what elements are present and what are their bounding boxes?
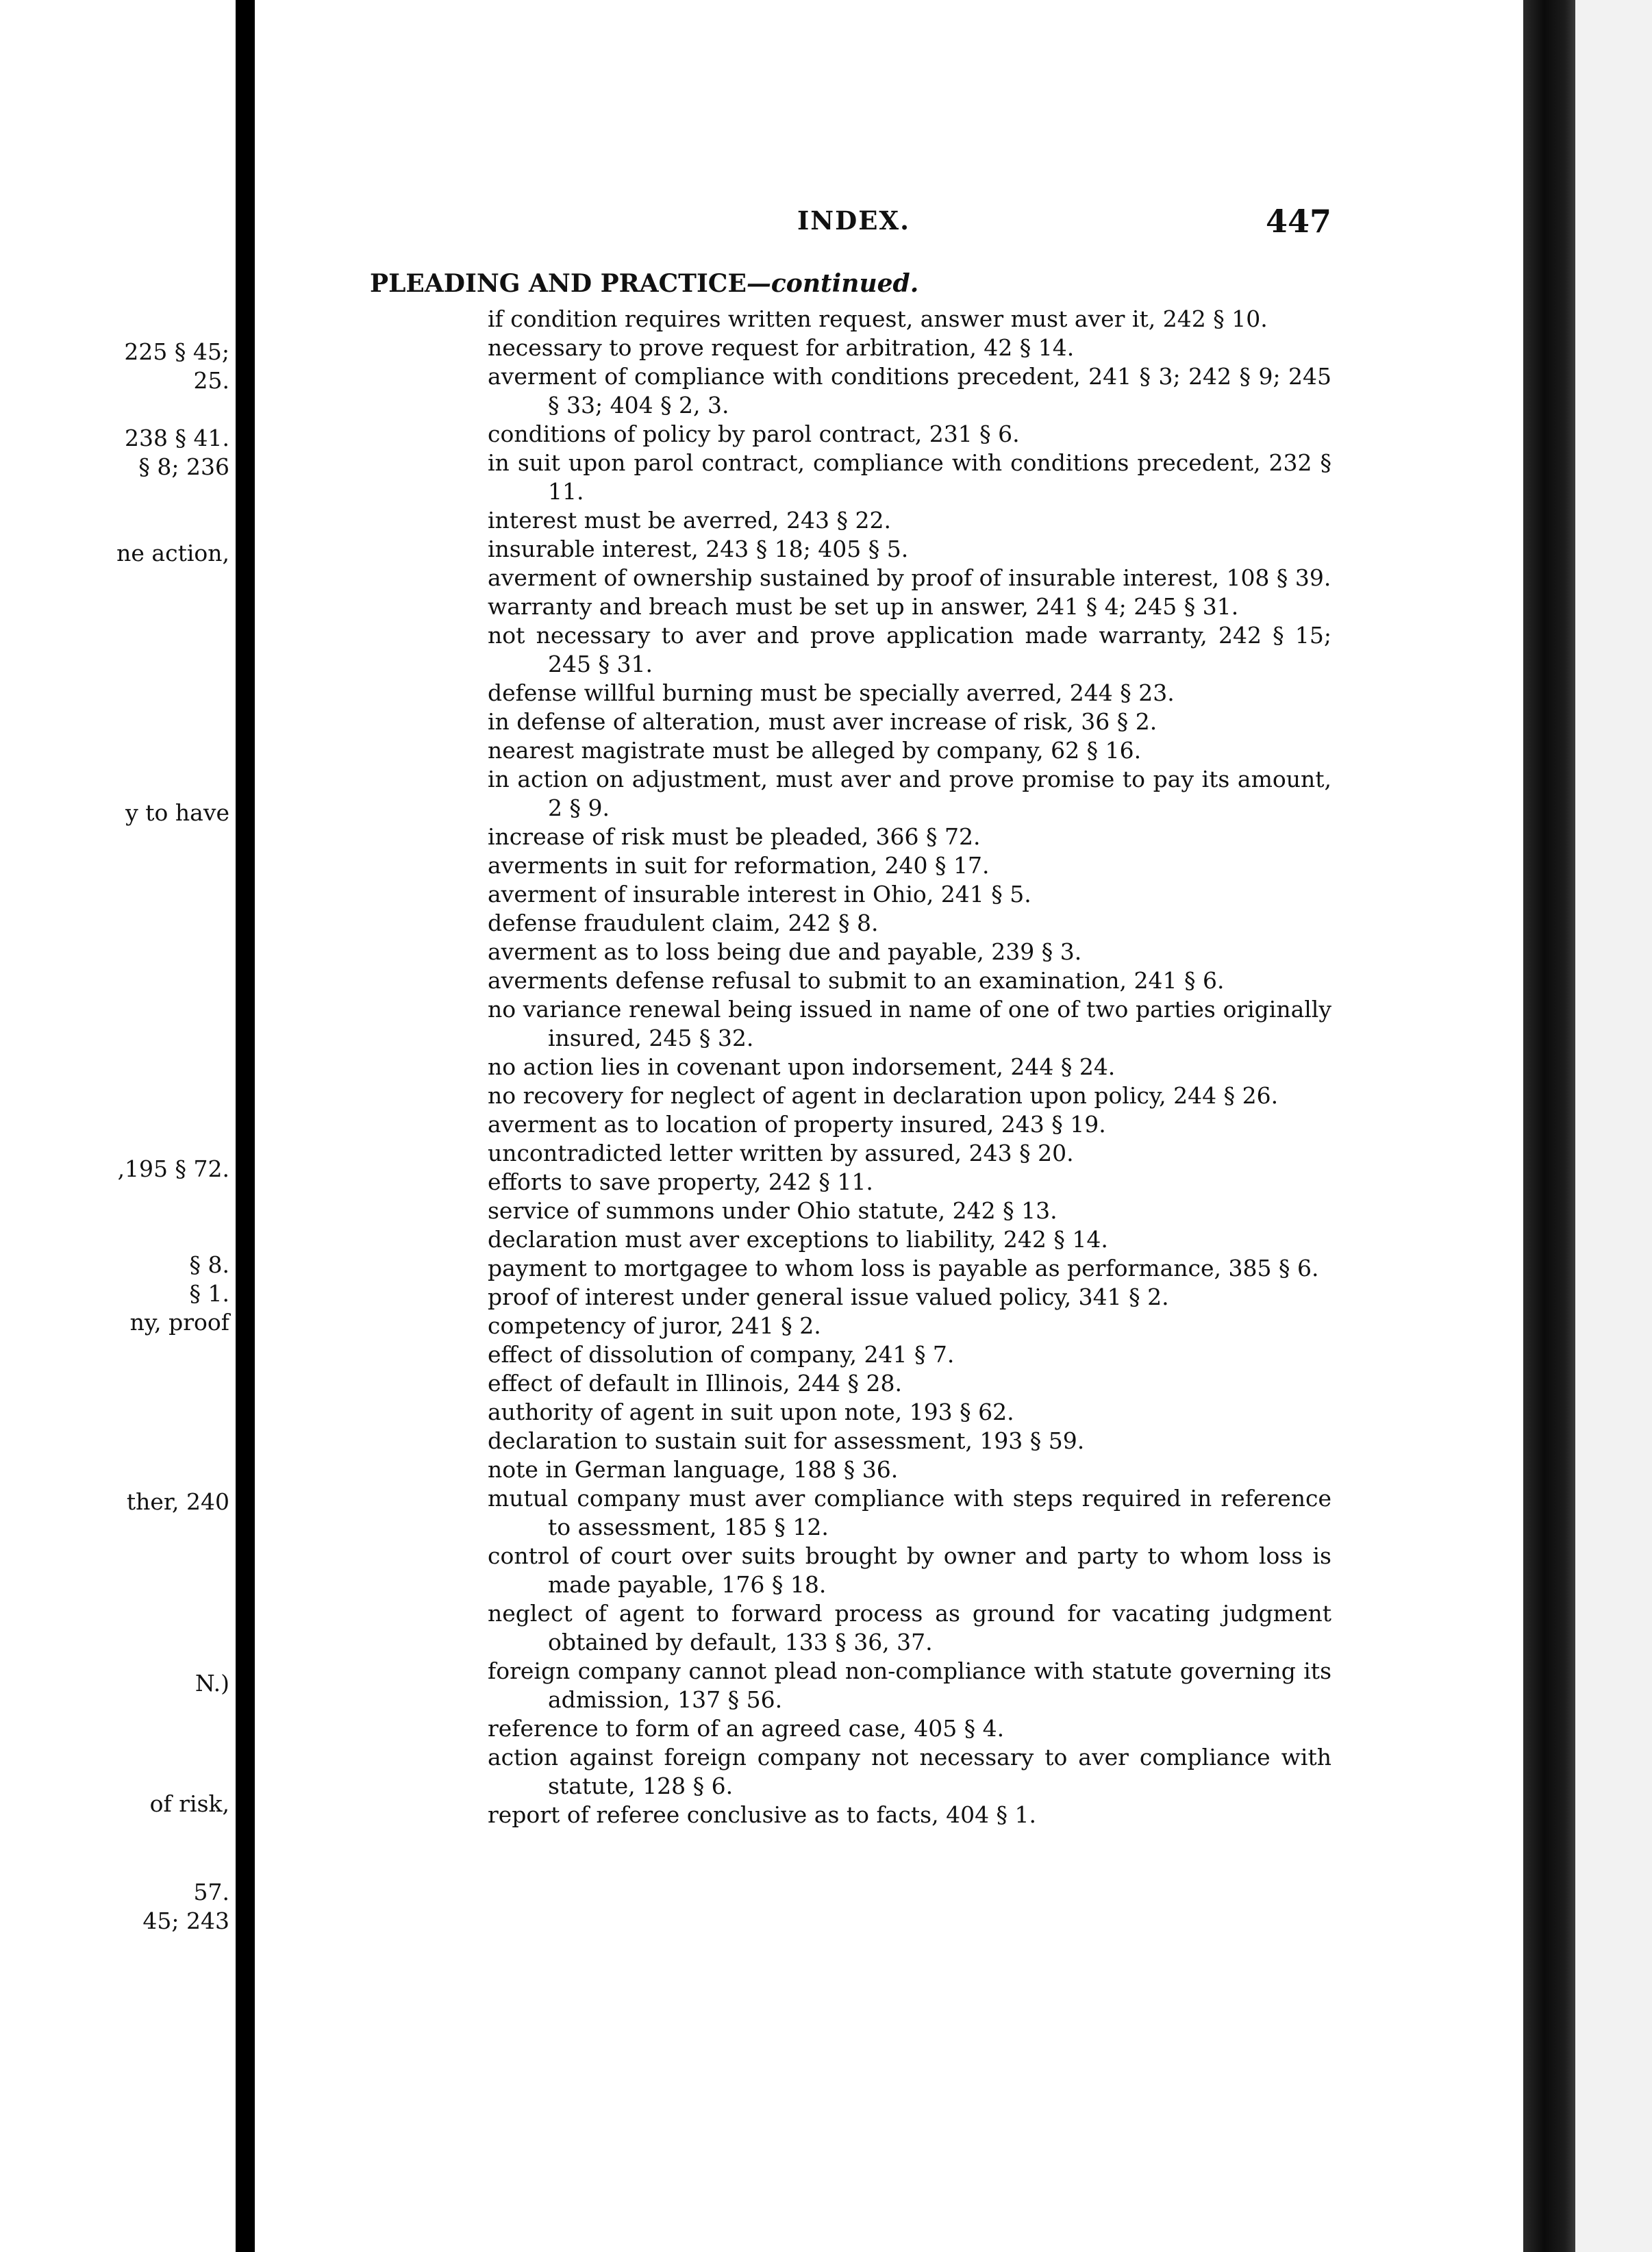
left-text-fragment: y to have [125, 799, 229, 826]
index-entry: insurable interest, 243 § 18; 405 § 5. [488, 536, 909, 562]
index-entry: interest must be averred, 243 § 22. [488, 507, 891, 534]
index-entry: warranty and breach must be set up in answer, 241 § 4; 245 § 31. [488, 593, 1239, 620]
left-text-fragment: 238 § 41. [125, 425, 229, 451]
index-entry: mutual company must aver compliance with steps required in reference to assessment, 185 § 12. [488, 1485, 1331, 1540]
left-text-fragment: of risk, [149, 1790, 229, 1817]
left-text-fragment: § 8; 236 [138, 453, 229, 480]
index-entry: nearest magistrate must be alleged by company, 62 § 16. [488, 737, 1142, 764]
book-gutter-shadow [1523, 0, 1575, 2252]
index-entry: note in German language, 188 § 36. [488, 1456, 899, 1483]
index-entry: uncontradicted letter written by assured, 243 § 20. [488, 1140, 1074, 1166]
page-number: 447 [1266, 203, 1332, 240]
index-entry: effect of default in Illinois, 244 § 28. [488, 1370, 902, 1397]
index-entry: defense willful burning must be specially averred, 244 § 23. [488, 679, 1175, 706]
index-entry: report of referee conclusive as to facts, 404 § 1. [488, 1801, 1037, 1828]
index-entry: averments in suit for reformation, 240 § 17. [488, 852, 990, 879]
index-entry: control of court over suits brought by owner and party to whom loss is made payable, 176 § 18. [488, 1542, 1331, 1598]
index-entry: action against foreign company not necessary to aver compliance with statute, 128 § 6. [488, 1744, 1331, 1799]
previous-page-fragment [0, 0, 236, 2252]
left-text-fragment: § 1. [189, 1280, 229, 1307]
index-entry: defense fraudulent claim, 242 § 8. [488, 910, 879, 936]
left-text-fragment: ther, 240 [126, 1488, 229, 1515]
index-entry: averment as to loss being due and payable, 239 § 3. [488, 938, 1082, 965]
index-entry: efforts to save property, 242 § 11. [488, 1168, 873, 1195]
index-entry: averment of ownership sustained by proof of insurable interest, 108 § 39. [488, 564, 1331, 591]
index-entry: no variance renewal being issued in name of one of two parties originally insured, 245 § 32. [488, 996, 1331, 1051]
left-text-fragment: ny, proof [129, 1309, 229, 1336]
index-entry: averment of insurable interest in Ohio, 241 § 5. [488, 881, 1031, 908]
index-entry: in suit upon parol contract, compliance with conditions precedent, 232 § 11. [488, 449, 1331, 505]
page-edge [1575, 0, 1652, 2252]
index-entry: increase of risk must be pleaded, 366 § 72. [488, 823, 981, 850]
index-entry: not necessary to aver and prove application made warranty, 242 § 15; 245 § 31. [488, 622, 1331, 677]
index-entry: neglect of agent to forward process as ground for vacating judgment obtained by default, 133 § 36, 37. [488, 1600, 1331, 1655]
index-entry: declaration must aver exceptions to liability, 242 § 14. [488, 1226, 1108, 1253]
index-entry: in action on adjustment, must aver and prove promise to pay its amount, 2 § 9. [488, 766, 1331, 821]
section-heading [370, 269, 918, 298]
index-entry: necessary to prove request for arbitration, 42 § 14. [488, 334, 1075, 361]
left-text-fragment: ne action, [116, 540, 229, 566]
running-title: INDEX. [797, 205, 911, 236]
left-text-fragment: 57. [193, 1879, 229, 1905]
left-text-fragment: 225 § 45; [124, 338, 229, 365]
continued-label: —continued. [746, 269, 919, 298]
index-entries [488, 305, 1331, 1829]
index-entry: foreign company cannot plead non-compliance with statute governing its admission, 137 § 56. [488, 1657, 1331, 1713]
left-text-fragment: § 8. [189, 1251, 229, 1278]
index-entry: service of summons under Ohio statute, 242 § 13. [488, 1197, 1057, 1224]
index-entry: payment to mortgagee to whom loss is payable as performance, 385 § 6. [488, 1255, 1319, 1281]
index-entry: effect of dissolution of company, 241 § 7. [488, 1341, 955, 1368]
index-entry: proof of interest under general issue valued policy, 341 § 2. [488, 1284, 1169, 1310]
index-entry: competency of juror, 241 § 2. [488, 1312, 821, 1339]
section-heading-title: PLEADING AND PRACTICE [370, 269, 747, 298]
index-entry: declaration to sustain suit for assessment, 193 § 59. [488, 1427, 1085, 1454]
left-text-fragment: 25. [193, 367, 229, 394]
index-entry: if condition requires written request, answer must aver it, 242 § 10. [488, 305, 1268, 332]
index-entry: in defense of alteration, must aver increase of risk, 36 § 2. [488, 708, 1157, 735]
index-entry: no action lies in covenant upon indorsement, 244 § 24. [488, 1053, 1116, 1080]
index-entry: authority of agent in suit upon note, 193 § 62. [488, 1399, 1014, 1425]
index-entry: conditions of policy by parol contract, 231 § 6. [488, 421, 1020, 447]
index-entry: no recovery for neglect of agent in declaration upon policy, 244 § 26. [488, 1082, 1279, 1109]
index-entry: averment as to location of property insured, 243 § 19. [488, 1111, 1106, 1138]
left-text-fragment: N.) [195, 1670, 229, 1697]
index-entry: reference to form of an agreed case, 405 § 4. [488, 1715, 1005, 1742]
left-text-fragment: ,195 § 72. [117, 1155, 229, 1182]
index-entry: averment of compliance with conditions precedent, 241 § 3; 242 § 9; 245 § 33; 404 § 2, 3. [488, 363, 1331, 418]
index-entry: averments defense refusal to submit to an examination, 241 § 6. [488, 967, 1225, 994]
left-text-fragment: 45; 243 [142, 1907, 229, 1934]
